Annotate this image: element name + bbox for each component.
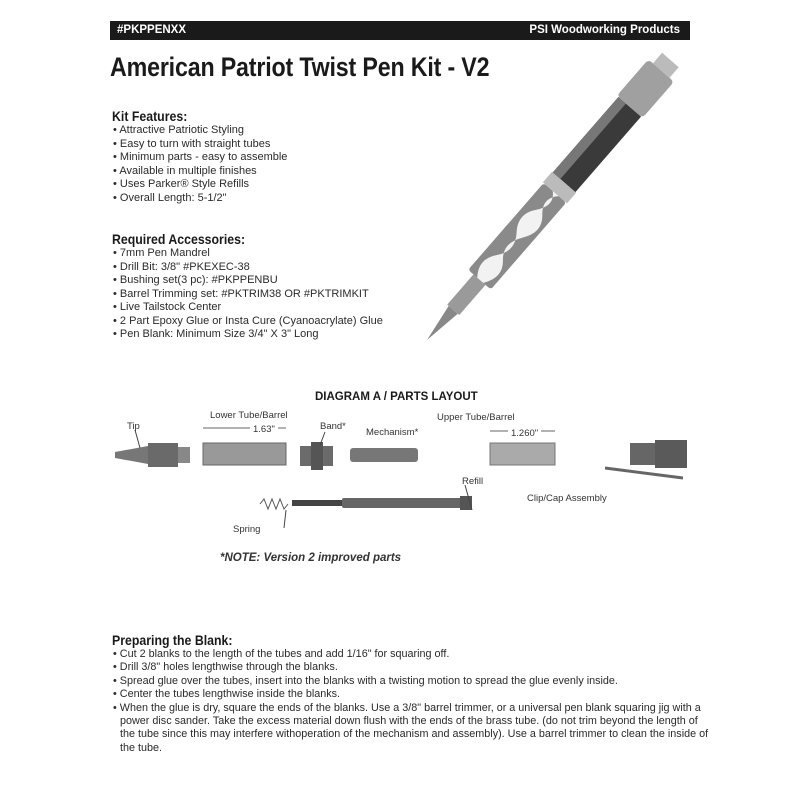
- list-item: • Available in multiple finishes: [113, 165, 287, 179]
- list-item: • Easy to turn with straight tubes: [113, 138, 287, 152]
- list-item: • When the glue is dry, square the ends of the blanks. Use a 3/8" barrel trimmer, or a universal pen blank squaring jig with a power disc sander. Take the excess material down flush with the ends of the brass tube. (do not trim beyond the length of the tube since this may interfere withoperation of the mechanism and assembly). Use a barrel trimmer to clean the inside of the tube.: [113, 702, 713, 756]
- diagram-title: DIAGRAM A / PARTS LAYOUT: [315, 391, 478, 403]
- list-item: • Barrel Trimming set: #PKTRIM38 OR #PKTRIMKIT: [113, 288, 383, 302]
- mechanism-part: [350, 448, 418, 462]
- accessories-list: [113, 247, 383, 342]
- label-band: Band*: [320, 421, 346, 432]
- band-part: [300, 442, 333, 470]
- list-item: • 7mm Pen Mandrel: [113, 247, 383, 261]
- header-bar: [110, 21, 690, 40]
- list-item: • Overall Length: 5-1/2": [113, 192, 287, 206]
- label-lower-tube: Lower Tube/Barrel: [210, 410, 288, 421]
- list-item: • Center the tubes lengthwise inside the blanks.: [113, 688, 713, 701]
- label-refill: Refill: [462, 476, 484, 487]
- upper-tube-part: [490, 443, 555, 465]
- pen-illustration: [400, 40, 700, 350]
- list-item: • Spread glue over the tubes, insert into the blanks with a twisting motion to spread the glue evenly inside.: [113, 675, 713, 688]
- list-item: • Drill Bit: 3/8" #PKEXEC-38: [113, 261, 383, 275]
- accessories-heading: Required Accessories:: [112, 231, 246, 247]
- list-item: • Attractive Patriotic Styling: [113, 124, 287, 138]
- label-upper-tube: Upper Tube/Barrel: [437, 412, 515, 423]
- lower-tube-part: [203, 443, 286, 465]
- list-item: • Minimum parts - easy to assemble: [113, 151, 287, 165]
- list-item: • Uses Parker® Style Refills: [113, 178, 287, 192]
- label-upper-length: 1.260": [508, 428, 541, 439]
- label-spring: Spring: [233, 524, 261, 535]
- label-clip-cap: Clip/Cap Assembly: [527, 493, 607, 504]
- label-mechanism: Mechanism*: [366, 427, 419, 438]
- brand: PSI Woodworking Products: [529, 24, 680, 36]
- list-item: • Live Tailstock Center: [113, 301, 383, 315]
- page-title: American Patriot Twist Pen Kit - V2: [110, 52, 490, 82]
- refill-part: [260, 496, 472, 510]
- list-item: • Bushing set(3 pc): #PKPPENBU: [113, 274, 383, 288]
- kit-features-heading: Kit Features:: [112, 108, 188, 124]
- preparing-heading: Preparing the Blank:: [112, 632, 233, 648]
- label-lower-length: 1.63": [250, 424, 278, 435]
- diagram-note: *NOTE: Version 2 improved parts: [220, 552, 402, 564]
- sku: #PKPPENXX: [117, 24, 187, 36]
- list-item: • Pen Blank: Minimum Size 3/4" X 3" Long: [113, 328, 383, 342]
- preparing-list: [113, 648, 713, 755]
- clip-cap-part: [605, 440, 687, 478]
- list-item: • 2 Part Epoxy Glue or Insta Cure (Cyanoacrylate) Glue: [113, 315, 383, 329]
- kit-features-list: [113, 124, 287, 205]
- list-item: • Cut 2 blanks to the length of the tubes and add 1/16" for squaring off.: [113, 648, 713, 661]
- tip-part: [115, 443, 190, 467]
- list-item: • Drill 3/8" holes lengthwise through the blanks.: [113, 661, 713, 674]
- label-tip: Tip: [127, 421, 140, 432]
